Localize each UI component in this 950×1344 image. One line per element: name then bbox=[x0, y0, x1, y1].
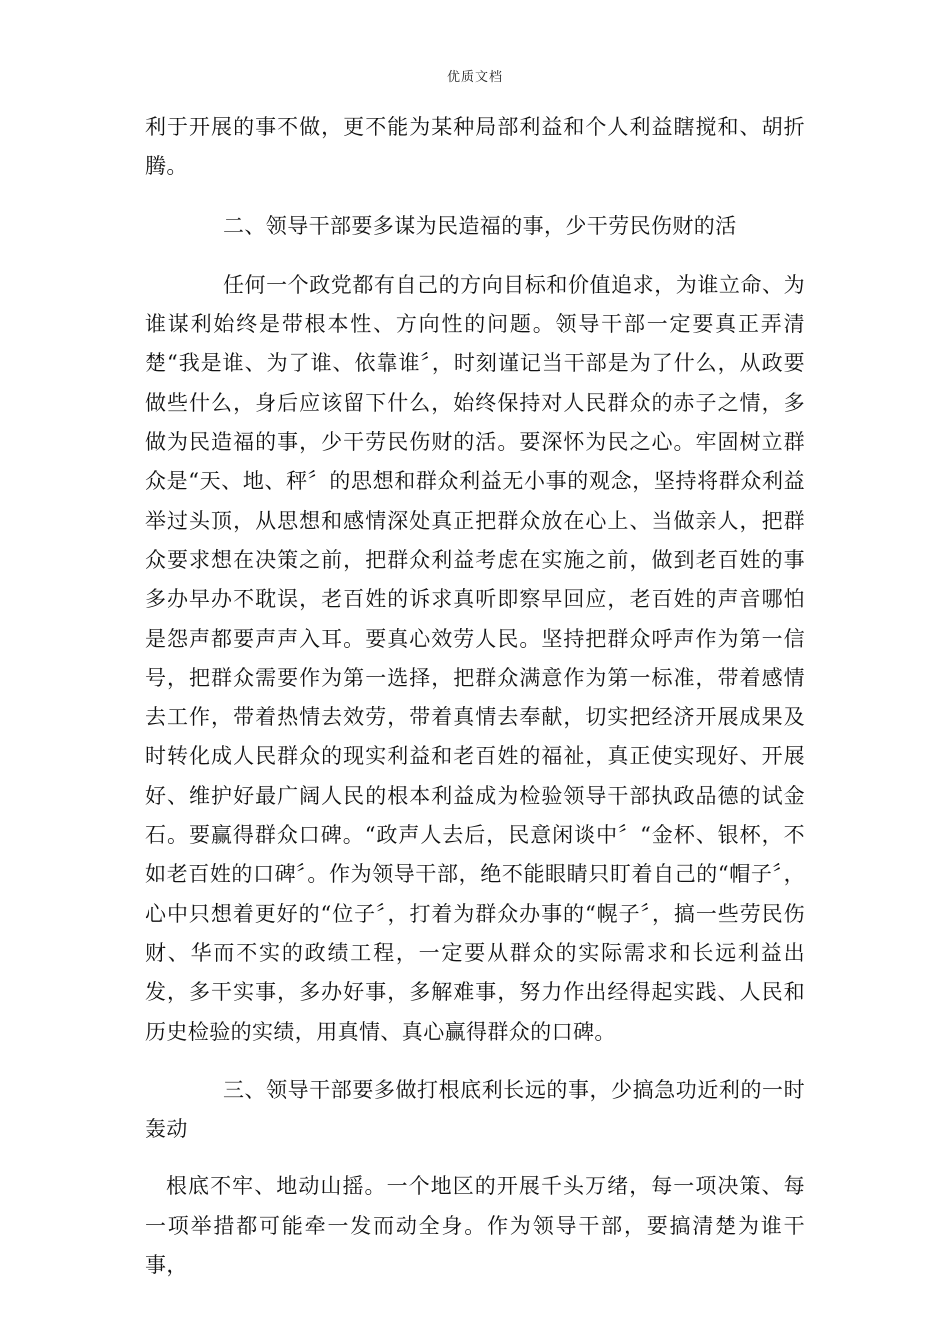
paragraph-section-3: 根底不牢、地动山摇。一个地区的开展千头万绪，每一项决策、每一项举措都可能牵一发而动全身。作为领导干部，要搞清楚为谁干事， bbox=[145, 1174, 805, 1278]
page-header: 优质文档 bbox=[446, 70, 503, 85]
section-heading-2: 二、领导干部要多谋为民造福的事，少干劳民伤财的活 bbox=[223, 213, 737, 238]
paragraph-section-2: 任何一个政党都有自己的方向目标和价值追求，为谁立命、为谁谋利始终是带根本性、方向性的问题。领导干部一定要真正弄清楚“我是谁、为了谁、依靠谁〞，时刻谨记当干部是为了什么，从政要做些什么，身后应该留下什么，始终保持对人民群众的赤子之情，多做为民造福的事，少干劳民伤财的活。要深怀为民之心。牢固树立群众是“天、地、秤〞的思想和群众利益无小事的观念，坚持将群众利益举过头顶，从思想和感情深处真正把群众放在心上、当做亲人，把群众要求想在决策之前，把群众利益考虑在实施之前，做到老百姓的事多办早办不耽误，老百姓的诉求真听即察早回应，老百姓的声音哪怕是怨声都要声声入耳。要真心效劳人民。坚持把群众呼声作为第一信号，把群众需要作为第一选择，把群众满意作为第一标准，带着感情去工作，带着热情去效劳，带着真情去奉献，切实把经济开展成果及时转化成人民群众的现实利益和老百姓的福祉，真正使实现好、开展好、维护好最广阔人民的根本利益成为检验领导干部执政品德的试金石。要赢得群众口碑。“政声人去后，民意闲谈中〞“金杯、银杯，不如老百姓的口碑〞。作为领导干部，绝不能眼睛只盯着自己的“帽子〞，心中只想着更好的“位子〞，打着为群众办事的“幌子〞，搞一些劳民伤财、华而不实的政绩工程，一定要从群众的实际需求和长远利益出发，多干实事，多办好事，多解难事，努力作出经得起实践、人民和历史检验的实绩，用真情、真心赢得群众的口碑。 bbox=[145, 272, 805, 1044]
section-heading-3: 三、领导干部要多做打根底利长远的事，少搞急功近利的一时轰动 bbox=[145, 1077, 805, 1142]
document-body bbox=[145, 108, 805, 1285]
paragraph-continuation: 利于开展的事不做，更不能为某种局部利益和个人利益瞎搅和、胡折腾。 bbox=[145, 115, 805, 179]
